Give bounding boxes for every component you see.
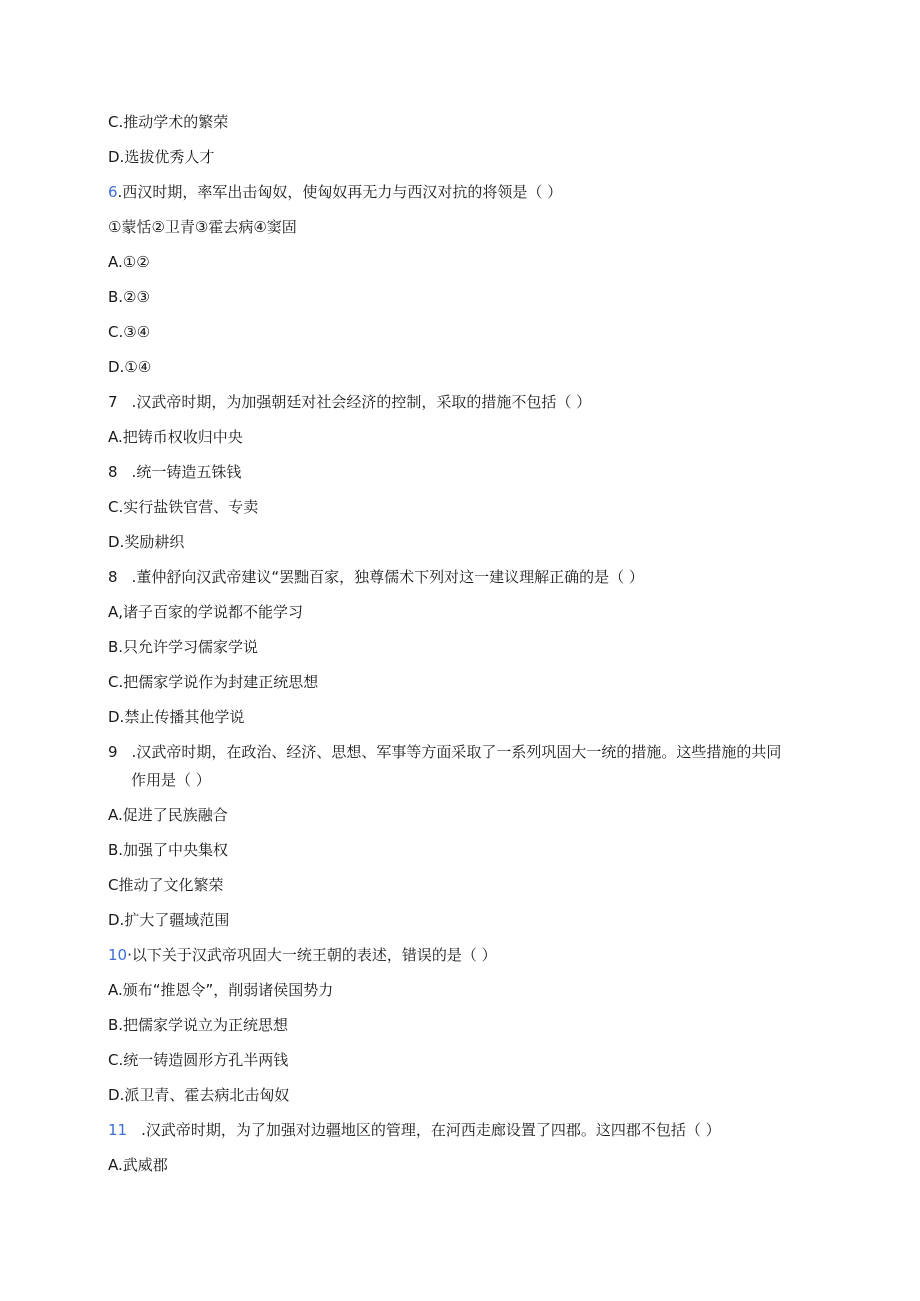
q10-stem: ·以下关于汉武帝巩固大一统王朝的表述，错误的是（ ） bbox=[127, 946, 497, 964]
q10-number: 10 bbox=[108, 946, 128, 964]
q10-option-a: A.颁布“推恩令”，削弱诸侯国势力 bbox=[108, 981, 334, 999]
q6-option-a: A.①② bbox=[108, 253, 150, 271]
q7-number: 7 bbox=[108, 393, 118, 411]
q6-number: 6 bbox=[108, 183, 118, 201]
q8-stem-line bbox=[108, 567, 644, 587]
q9-stem-part2: 作用是（ ） bbox=[131, 771, 211, 789]
q9-option-c: C推动了文化繁荣 bbox=[108, 876, 224, 894]
q7-stem: .汉武帝时期，为加强朝廷对社会经济的控制，采取的措施不包括（ ） bbox=[131, 393, 592, 411]
q9-option-d: D.扩大了疆域范围 bbox=[108, 911, 230, 929]
q8-number: 8 bbox=[108, 568, 118, 586]
q8-option-d: D.禁止传播其他学说 bbox=[108, 708, 245, 726]
q11-number: 11 bbox=[108, 1121, 128, 1139]
q7-option-b-number: 8 bbox=[108, 463, 118, 481]
q11-stem: .汉武帝时期，为了加强对边疆地区的管理，在河西走廊设置了四郡。这四郡不包括（ ） bbox=[141, 1121, 721, 1139]
q6-items: ①蒙恬②卫青③霍去病④窦固 bbox=[108, 218, 297, 236]
q7-option-a: A.把铸币权收归中央 bbox=[108, 428, 243, 446]
q5-option-d: D.选拔优秀人才 bbox=[108, 148, 215, 166]
q5-option-c: C.推动学术的繁荣 bbox=[108, 113, 229, 131]
q10-option-c: C.统一铸造圆形方孔半两钱 bbox=[108, 1051, 289, 1069]
q9-option-a: A.促进了民族融合 bbox=[108, 806, 228, 824]
q8-option-a: A,诸子百家的学说都不能学习 bbox=[108, 603, 304, 621]
q9-number: 9 bbox=[108, 743, 118, 761]
q6-option-c: C.③④ bbox=[108, 323, 151, 341]
q6-stem: .西汉时期，率军出击匈奴，使匈奴再无力与西汉对抗的将领是（ ） bbox=[117, 183, 563, 201]
q7-option-d: D.奖励耕织 bbox=[108, 533, 185, 551]
q8-option-c: C.把儒家学说作为封建正统思想 bbox=[108, 673, 319, 691]
q9-option-b: B.加强了中央集权 bbox=[108, 841, 229, 859]
q10-option-b: B.把儒家学说立为正统思想 bbox=[108, 1016, 289, 1034]
q11-stem-line bbox=[108, 1120, 721, 1140]
q6-stem-line bbox=[108, 182, 562, 202]
q7-option-b-text: .统一铸造五铢钱 bbox=[131, 463, 242, 481]
q10-option-d: D.派卫青、霍去病北击匈奴 bbox=[108, 1086, 290, 1104]
q8-option-b: B.只允许学习儒家学说 bbox=[108, 638, 259, 656]
q7-option-b-line bbox=[108, 462, 241, 482]
q7-option-c: C.实行盐铁官营、专卖 bbox=[108, 498, 259, 516]
q8-stem: .董仲舒向汉武帝建议“罢黜百家，独尊儒术下列对这一建议理解正确的是（ ） bbox=[131, 568, 644, 586]
q6-option-d: D.①④ bbox=[108, 358, 152, 376]
q9-stem-line bbox=[108, 742, 781, 762]
q11-option-a: A.武威郡 bbox=[108, 1156, 168, 1174]
q6-option-b: B.②③ bbox=[108, 288, 150, 306]
q7-stem-line bbox=[108, 392, 591, 412]
q9-stem-part1: .汉武帝时期，在政治、经济、思想、军事等方面采取了一系列巩固大一统的措施。这些措施的共同 bbox=[131, 743, 782, 761]
q10-stem-line bbox=[108, 945, 497, 965]
